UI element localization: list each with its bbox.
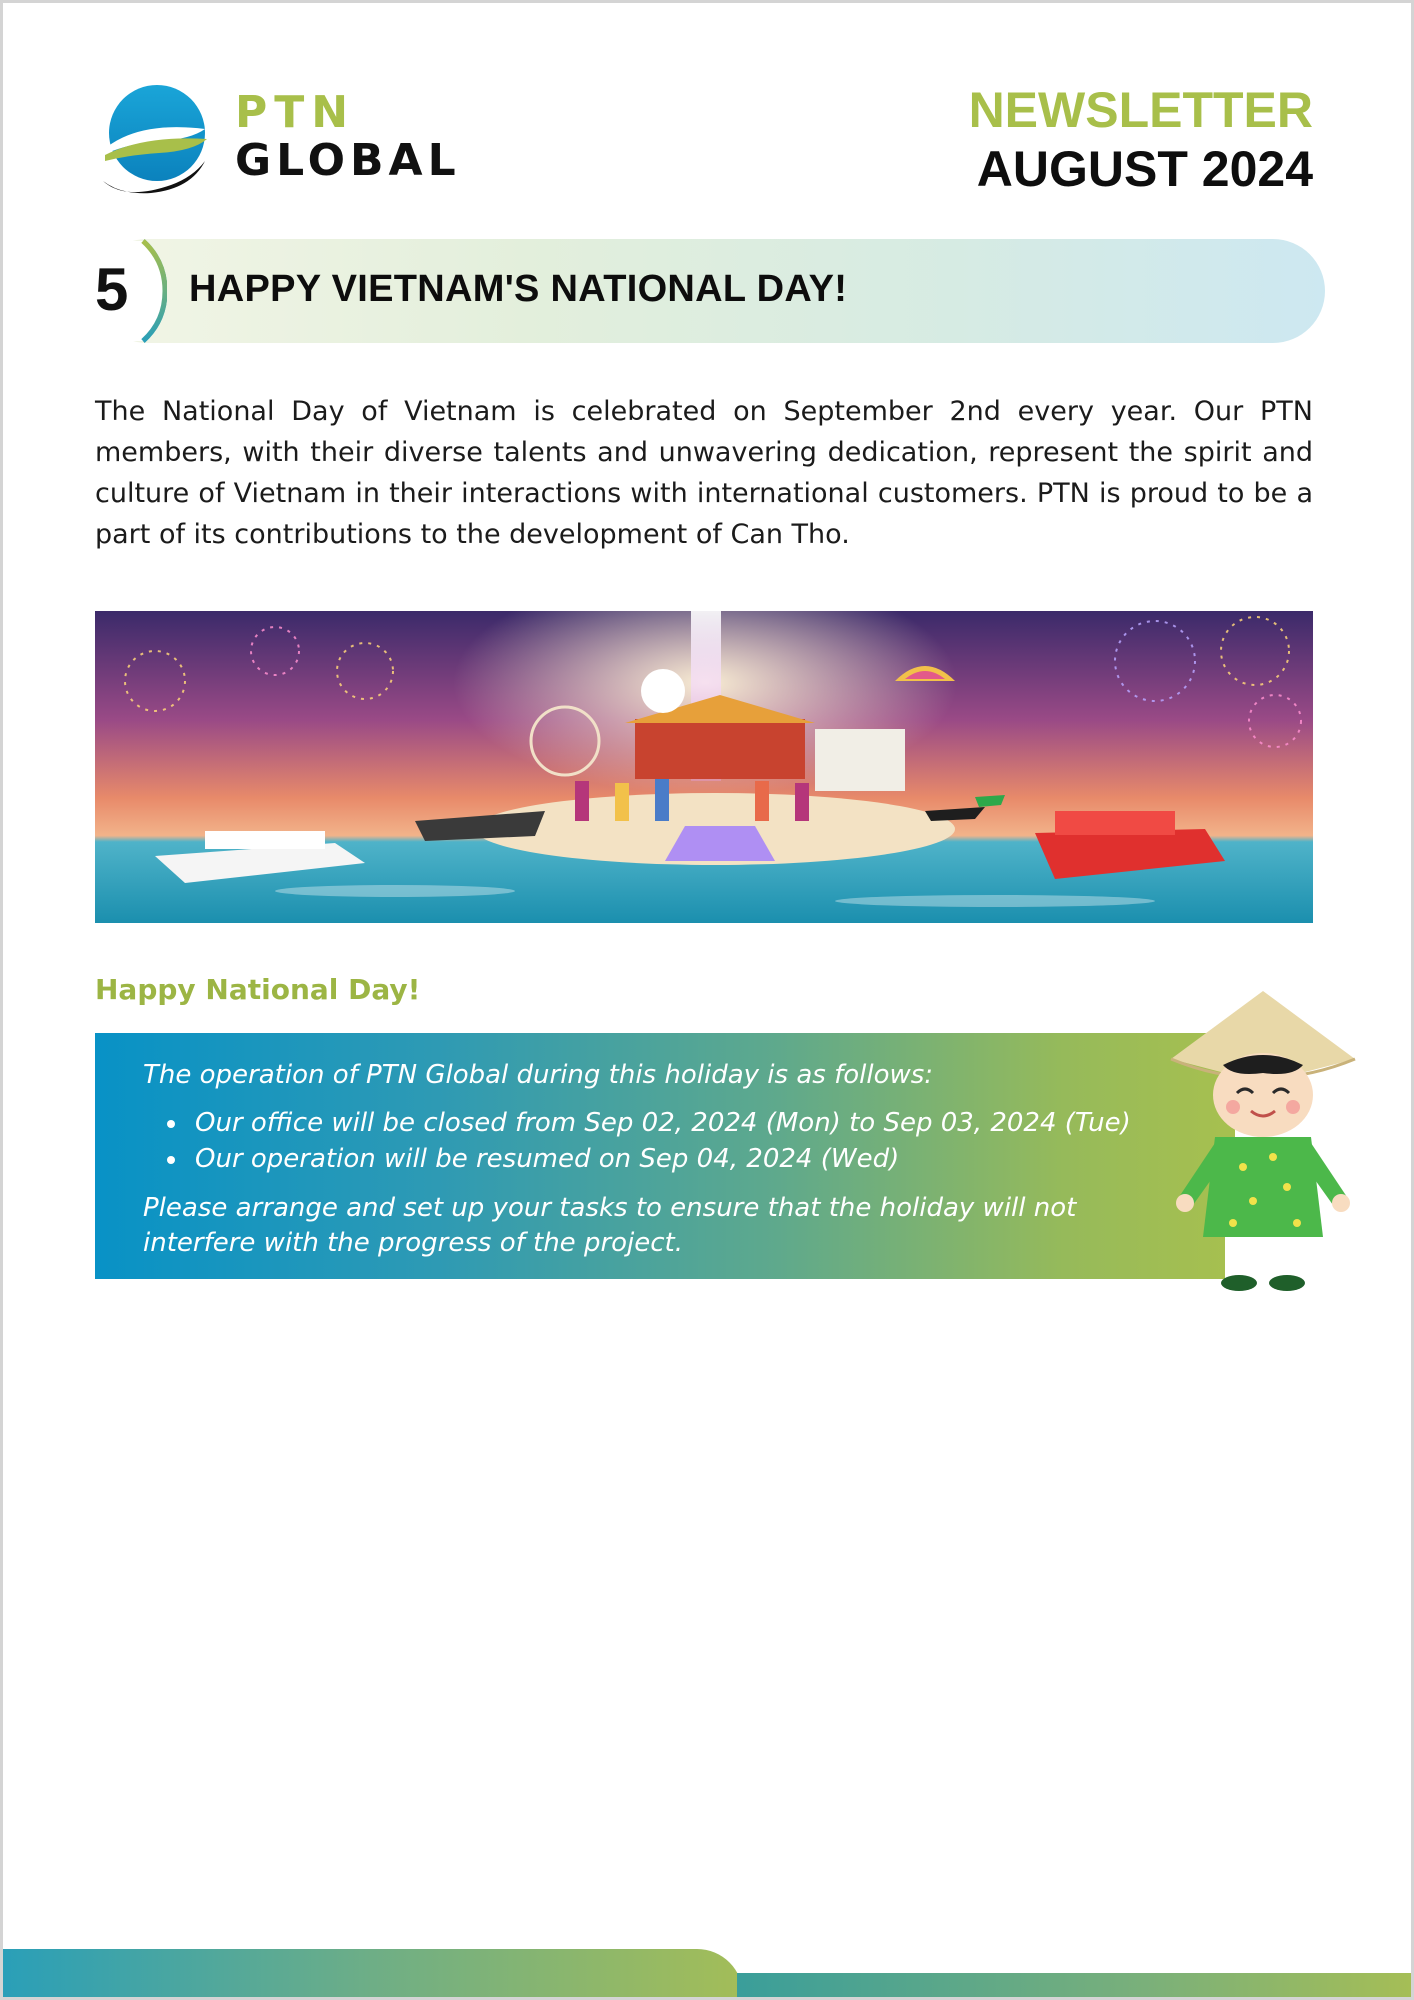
holiday-info-box (95, 1033, 1235, 1279)
mascot-illustration (1163, 987, 1363, 1297)
newsletter-title: NEWSLETTER (968, 82, 1313, 138)
list-item: Our operation will be resumed on Sep 04, 2024 (Wed) (143, 1141, 1131, 1177)
newsletter-header (969, 81, 1313, 199)
footer-bar-left (3, 1949, 743, 2000)
section-title: HAPPY VIETNAM'S NATIONAL DAY! (189, 268, 848, 310)
ptn-global-logo (101, 81, 461, 199)
globe-logo-icon (101, 81, 213, 199)
sub-heading: Happy National Day! (95, 973, 421, 1006)
list-item: Our office will be closed from Sep 02, 2024 (Mon) to Sep 03, 2024 (Tue) (143, 1105, 1131, 1141)
info-intro: The operation of PTN Global during this holiday is as follows: (143, 1060, 934, 1090)
footer-bar-right (737, 1973, 1414, 2000)
newsletter-date: AUGUST 2024 (976, 141, 1313, 197)
festival-banner-image (95, 611, 1313, 923)
logo-global-text: GLOBAL (235, 135, 461, 186)
info-note: Please arrange and set up your tasks to ensure that the holiday will not interfere with the progress of the project. (143, 1193, 1077, 1258)
intro-paragraph: The National Day of Vietnam is celebrated on September 2nd every year. Our PTN members, with their diverse talents and unwavering dedication, represent the spirit and culture of Vietnam in their interactions with international customers. PTN is proud to be a part of its contributions to the development of Can Tho. (95, 396, 1313, 550)
logo-ptn-text: PTN (235, 87, 356, 138)
festival-banner-illustration (95, 611, 1313, 923)
info-list (143, 1105, 1131, 1177)
section-number: 5 (95, 256, 129, 323)
